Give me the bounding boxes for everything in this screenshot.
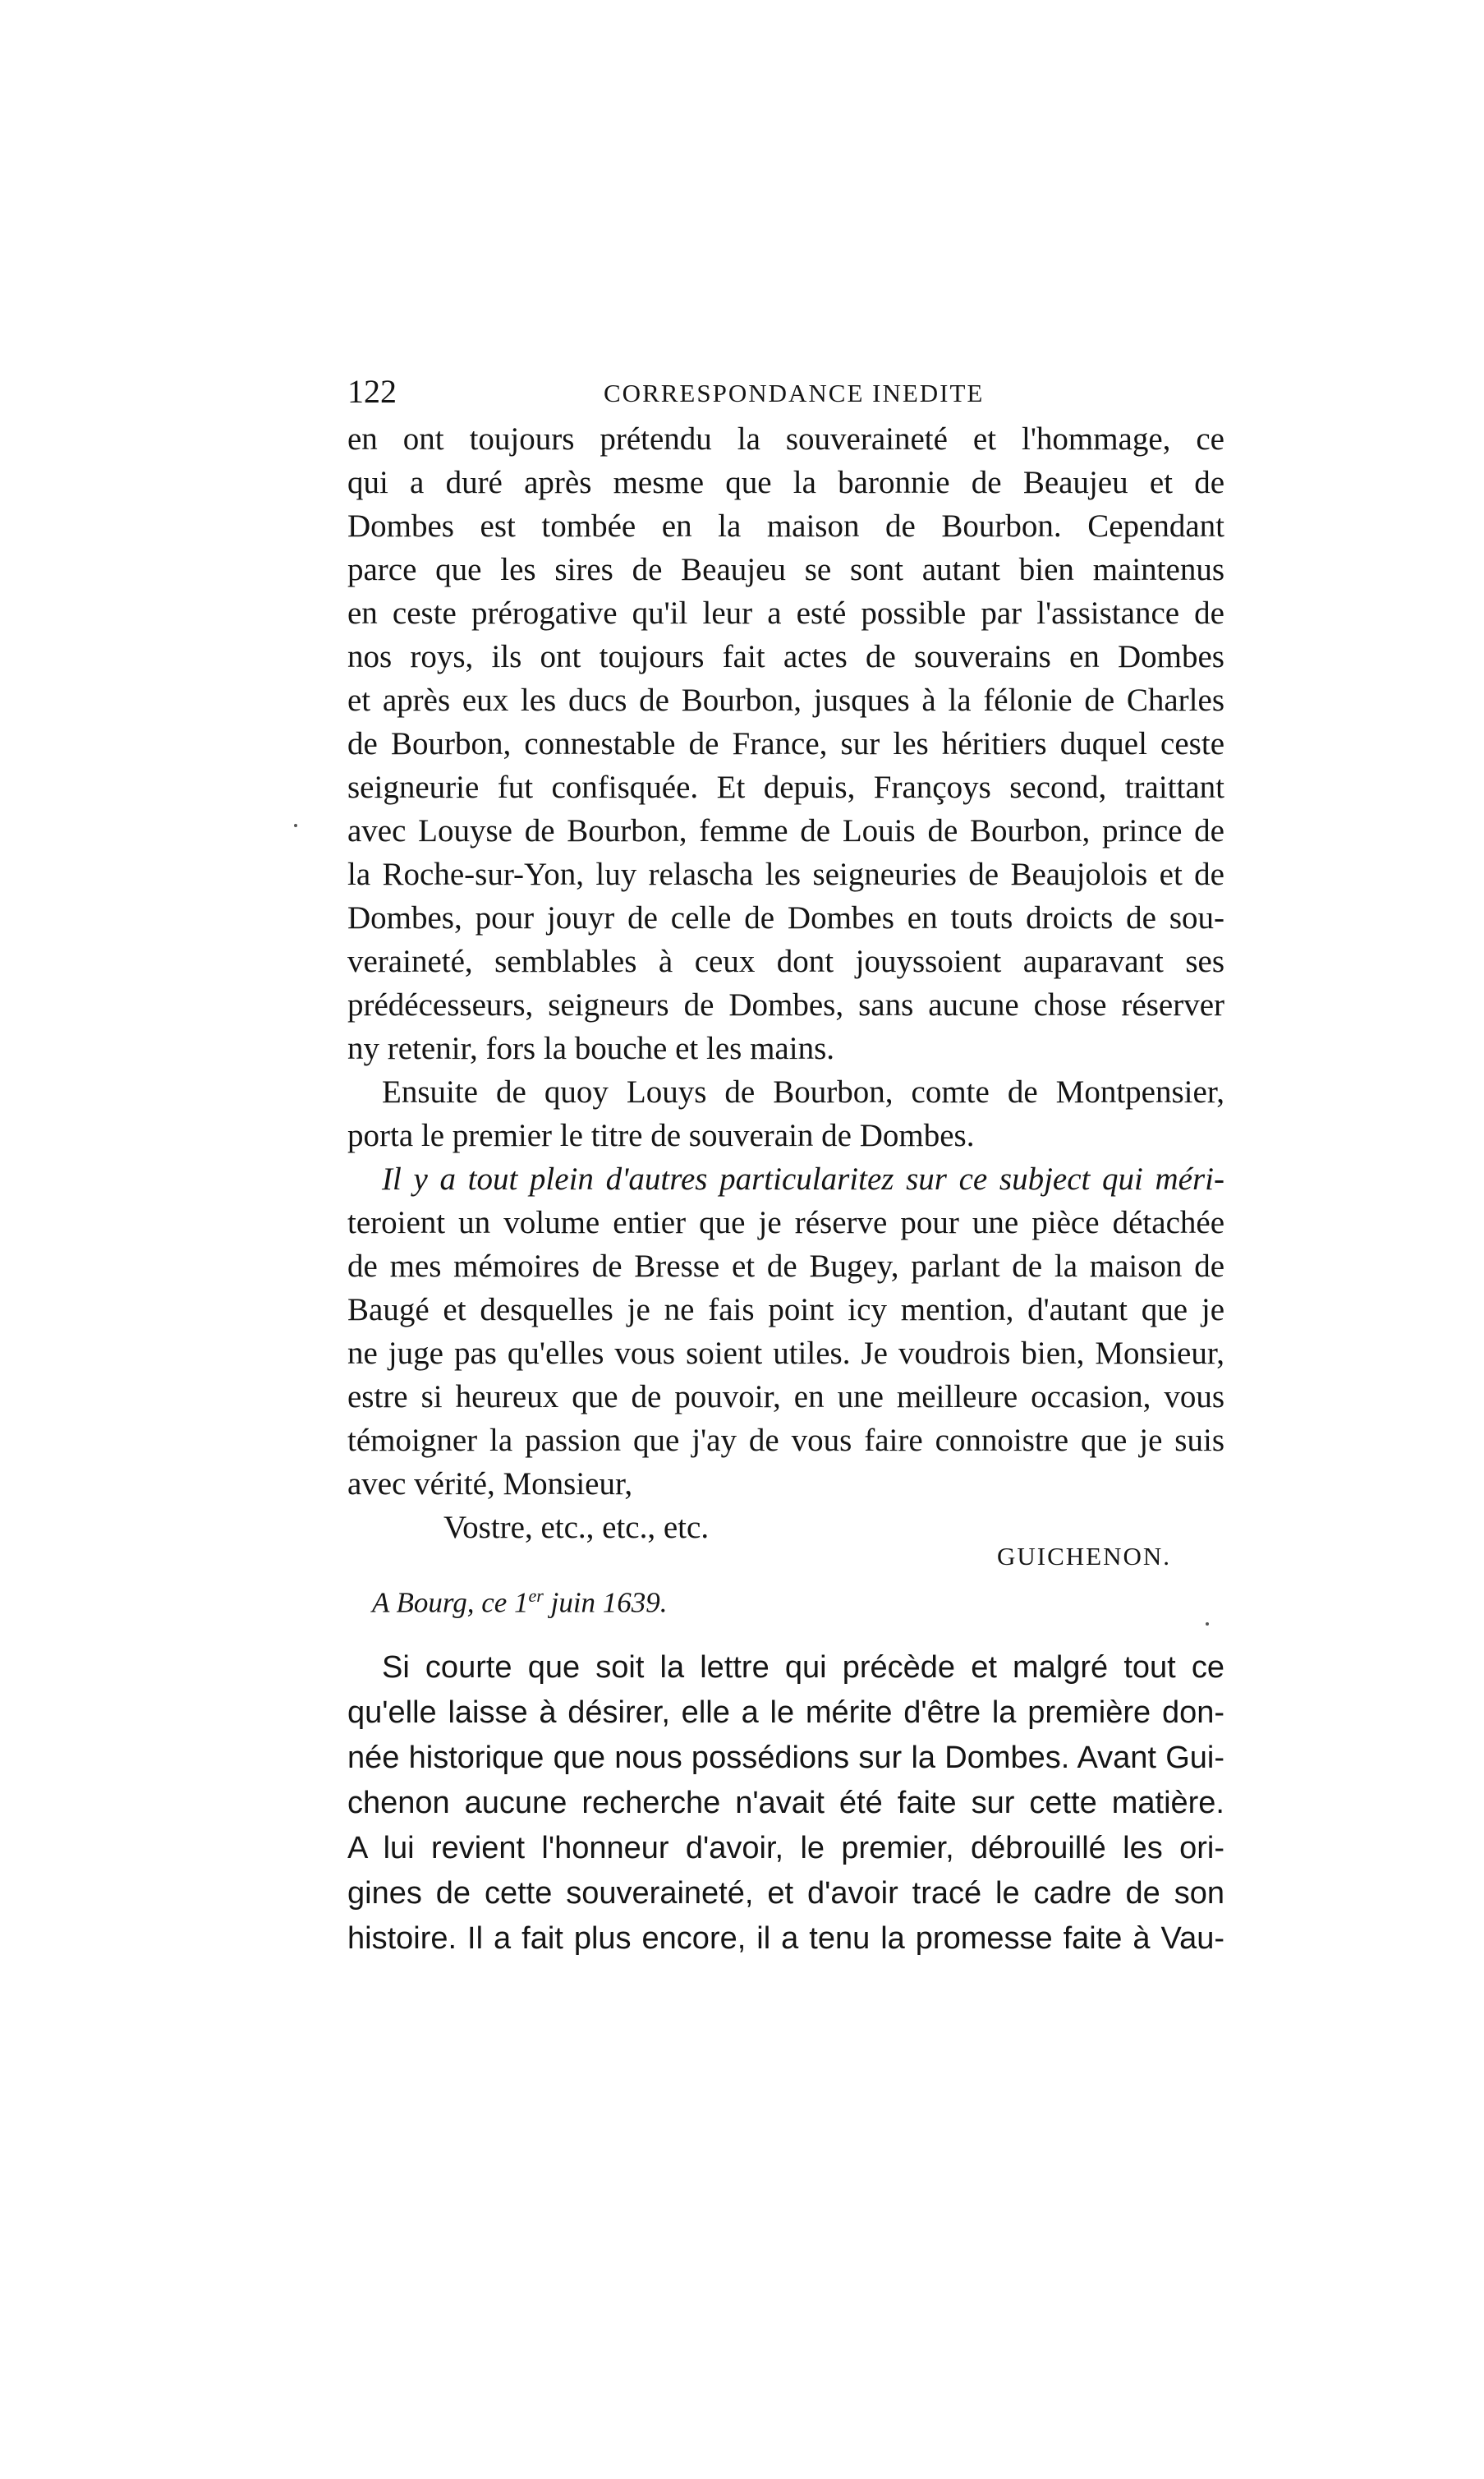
letter-line: ne juge pas qu'elles vous soient utiles. Je voudrois bien, Monsieur,: [347, 1336, 1224, 1371]
commentary-line: gines de cette souveraineté, et d'avoir tracé le cadre de son: [347, 1876, 1224, 1911]
commentary-body: [347, 1645, 1224, 1962]
letter-line: estre si heureux que de pouvoir, en une meilleure occasion, vous: [347, 1379, 1224, 1414]
letter-line: de Bourbon, connestable de France, sur les héritiers duquel ceste: [347, 726, 1224, 761]
letter-line: porta le premier le titre de souverain de Dombes.: [347, 1118, 975, 1153]
letter-line: teroient un volume entier que je réserve pour une pièce détachée: [347, 1205, 1224, 1240]
page-number: 122: [347, 373, 397, 410]
letter-line: et après eux les ducs de Bourbon, jusques à la félonie de Charles: [347, 683, 1224, 718]
letter-line: ny retenir, fors la bouche et les mains.: [347, 1031, 834, 1066]
letter-line: parce que les sires de Beaujeu se sont autant bien maintenus: [347, 552, 1224, 587]
dateline-prefix: A Bourg, ce 1: [372, 1586, 529, 1619]
letter-line: de mes mémoires de Bresse et de Bugey, parlant de la maison de: [347, 1249, 1224, 1284]
commentary-line: A lui revient l'honneur d'avoir, le premier, débrouillé les ori-: [347, 1831, 1224, 1865]
letter-dateline: [372, 1577, 668, 1622]
letter-line: qui a duré après mesme que la baronnie de Beaujeu et de: [347, 465, 1224, 500]
commentary-line: Si courte que soit la lettre qui précède et malgré tout ce: [382, 1650, 1224, 1685]
letter-line: Ensuite de quoy Louys de Bourbon, comte de Montpensier,: [382, 1074, 1224, 1110]
margin-speck: [294, 824, 297, 827]
letter-line: nos roys, ils ont toujours fait actes de souverains en Dombes: [347, 639, 1224, 674]
letter-line: Baugé et desquelles je ne fais point icy mention, d'autant que je: [347, 1292, 1224, 1327]
letter-line: Dombes, pour jouyr de celle de Dombes en touts droicts de sou-: [347, 900, 1224, 936]
page-header: [347, 371, 1226, 412]
letter-body: [347, 417, 1224, 1506]
letter-line: avec vérité, Monsieur,: [347, 1466, 633, 1502]
letter-line: Dombes est tombée en la maison de Bourbon. Cependant: [347, 508, 1224, 544]
letter-line: prédécesseurs, seigneurs de Dombes, sans aucune chose réserver: [347, 987, 1224, 1023]
letter-line: veraineté, semblables à ceux dont jouyssoient auparavant ses: [347, 944, 1224, 979]
dateline-superscript: er: [528, 1585, 544, 1606]
letter-line: Il y a tout plein d'autres particularitez sur ce subject qui méri-: [382, 1161, 1224, 1197]
letter-closing: Vostre, etc., etc., etc.: [443, 1510, 710, 1545]
letter-line: la Roche-sur-Yon, luy relascha les seigneuries de Beaujolois et de: [347, 857, 1224, 892]
letter-line: avec Louyse de Bourbon, femme de Louis de Bourbon, prince de: [347, 813, 1224, 849]
dateline-suffix: juin 1639.: [543, 1586, 668, 1619]
commentary-line: née historique que nous possédions sur la Dombes. Avant Gui-: [347, 1741, 1224, 1775]
letter-line: en ont toujours prétendu la souveraineté et l'hommage, ce: [347, 421, 1224, 457]
commentary-line: histoire. Il a fait plus encore, il a tenu la promesse faite à Vau-: [347, 1921, 1224, 1956]
letter-line: en ceste prérogative qu'il leur a esté possible par l'assistance de: [347, 596, 1224, 631]
running-title: CORRESPONDANCE INEDITE: [604, 379, 985, 407]
commentary-line: chenon aucune recherche n'avait été faite sur cette matière.: [347, 1786, 1224, 1820]
commentary-line: qu'elle laisse à désirer, elle a le mérite d'être la première don-: [347, 1695, 1224, 1730]
letter-line: seigneurie fut confisquée. Et depuis, Françoys second, traittant: [347, 770, 1224, 805]
letter-signature: GUICHENON.: [997, 1542, 1172, 1571]
margin-speck: [1206, 1622, 1209, 1626]
letter-line: témoigner la passion que j'ay de vous faire connoistre que je suis: [347, 1423, 1224, 1458]
